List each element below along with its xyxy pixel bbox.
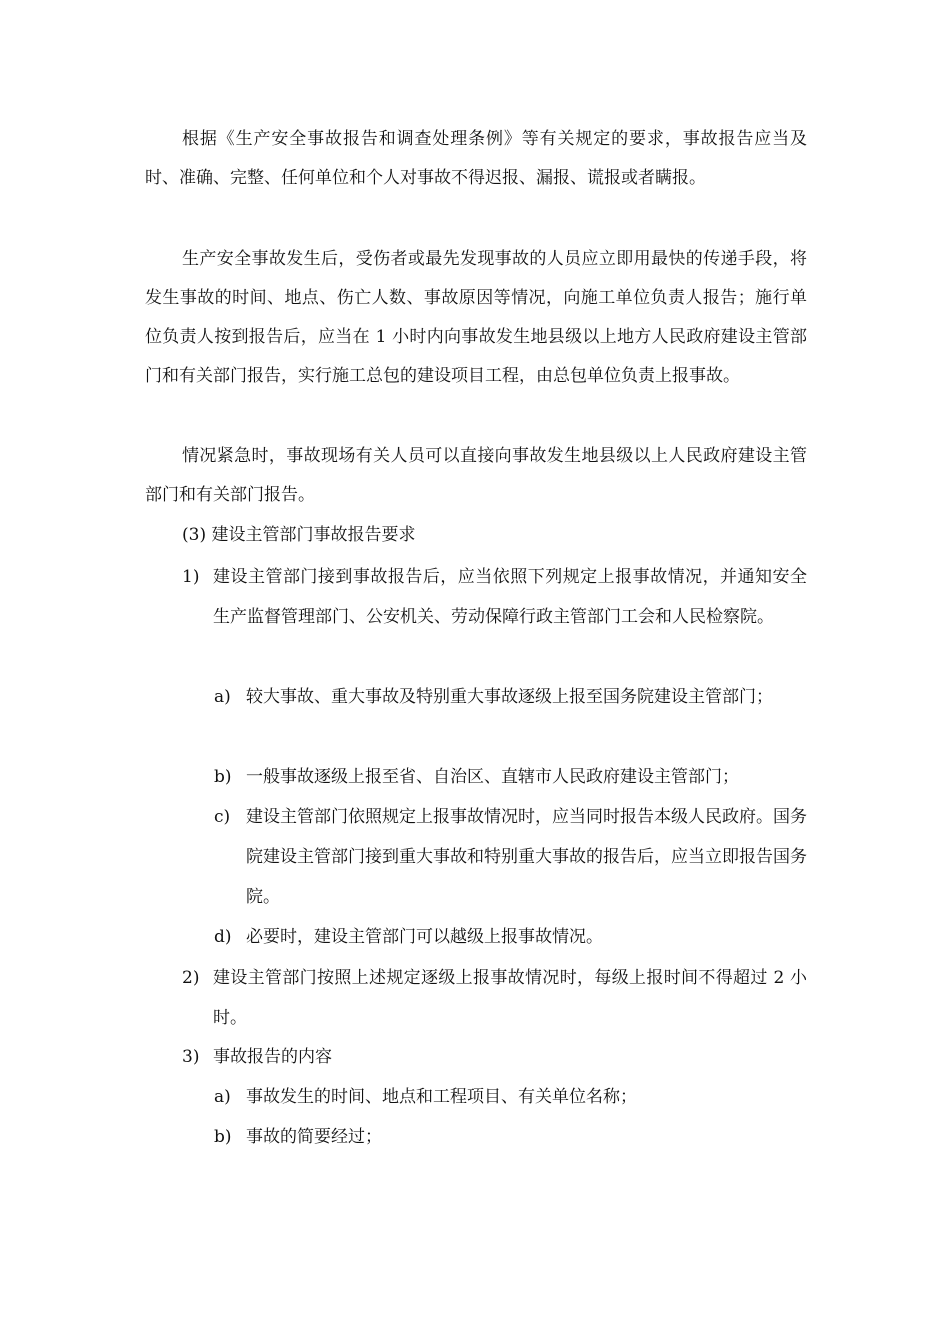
- list-marker: c): [214, 807, 231, 827]
- list-marker: d): [214, 927, 232, 947]
- list-item: [214, 1117, 807, 1157]
- list-item-text: 必要时，建设主管部门可以越级上报事故情况。: [246, 927, 603, 947]
- list-item: [214, 1077, 807, 1117]
- list-item-text: 较大事故、重大事故及特别重大事故逐级上报至国务院建设主管部门；: [246, 687, 773, 707]
- list-marker: 2): [182, 968, 200, 988]
- list-item-text: 建设主管部门依照规定上报事故情况时，应当同时报告本级人民政府。国务院建设主管部门接到重大事故和特别重大事故的报告后，应当立即报告国务院。: [246, 807, 807, 907]
- list-marker: 3): [182, 1047, 200, 1067]
- list-marker: a): [214, 1087, 231, 1107]
- list-item: [182, 958, 807, 1038]
- list-marker: 1): [182, 567, 200, 587]
- list-item: [214, 917, 807, 957]
- list-item-text: 一般事故逐级上报至省、自治区、直辖市人民政府建设主管部门；: [246, 767, 739, 787]
- paragraph-emergency-report: 情况紧急时，事故现场有关人员可以直接向事故发生地县级以上人民政府建设主管部门和有关部门报告。: [145, 446, 807, 505]
- list-marker: a): [214, 687, 231, 707]
- list-item-text: 事故发生的时间、地点和工程项目、有关单位名称；: [246, 1087, 637, 1107]
- list-marker: b): [214, 767, 232, 787]
- paragraph-reporting-requirements: 根据《生产安全事故报告和调查处理条例》等有关规定的要求，事故报告应当及时、准确、完整、任何单位和个人对事故不得迟报、漏报、谎报或者瞒报。: [145, 129, 807, 188]
- section-heading: (3) 建设主管部门事故报告要求: [182, 525, 416, 545]
- list-marker: b): [214, 1127, 232, 1147]
- list-item: [214, 757, 807, 797]
- list-item: [182, 557, 807, 637]
- list-item: [214, 677, 807, 717]
- list-item-text: 事故的简要经过；: [246, 1127, 382, 1147]
- list-item: [214, 797, 807, 917]
- list-item: [182, 1037, 807, 1077]
- list-item-text: 事故报告的内容: [213, 1047, 332, 1067]
- list-item-text: 建设主管部门按照上述规定逐级上报事故情况时，每级上报时间不得超过 2 小时。: [213, 968, 807, 1028]
- paragraph-accident-report-procedure: 生产安全事故发生后，受伤者或最先发现事故的人员应立即用最快的传递手段，将发生事故的时间、地点、伤亡人数、事故原因等情况，向施工单位负责人报告；施行单位负责人按到报告后，应当在 1 小时内向事故发生地县级以上地方人民政府建设主管部门和有关部门报告，实行施工总包的建设项目工程，由总包单位负责上报事故。: [145, 249, 807, 386]
- list-item-text: 建设主管部门接到事故报告后，应当依照下列规定上报事故情况，并通知安全生产监督管理部门、公安机关、劳动保障行政主管部门工会和人民检察院。: [213, 567, 807, 627]
